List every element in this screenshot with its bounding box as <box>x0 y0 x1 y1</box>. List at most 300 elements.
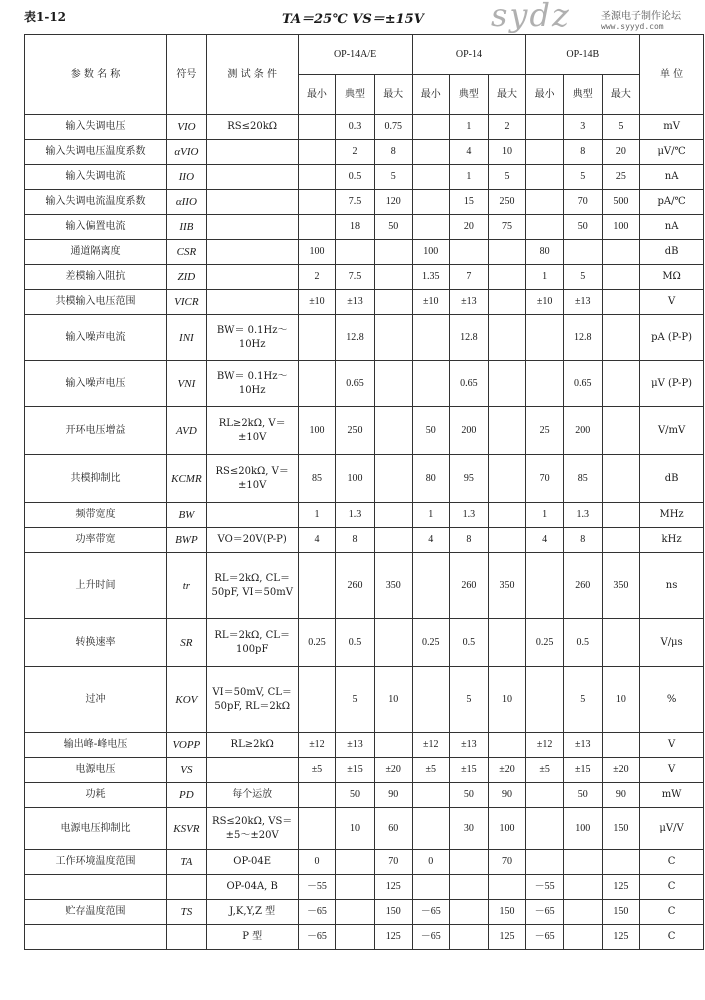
value-cell: 7.5 <box>336 190 375 215</box>
value-cell <box>526 165 564 190</box>
value-cell <box>450 900 489 925</box>
value-cell: 20 <box>602 140 640 165</box>
value-cell <box>374 407 412 455</box>
value-cell: 350 <box>602 553 640 619</box>
value-cell: 1 <box>412 503 450 528</box>
test-condition-cell: RL≥2kΩ <box>206 733 298 758</box>
value-cell <box>488 315 526 361</box>
test-condition-cell <box>206 503 298 528</box>
value-cell: 70 <box>488 850 526 875</box>
table-row <box>25 900 704 925</box>
value-cell: ±15 <box>336 758 375 783</box>
unit-cell: mV <box>640 115 704 140</box>
value-cell: 0.5 <box>336 165 375 190</box>
param-symbol: CSR <box>167 240 207 265</box>
value-cell <box>526 190 564 215</box>
value-cell: 50 <box>563 783 602 808</box>
param-symbol: VS <box>167 758 207 783</box>
param-symbol: tr <box>167 553 207 619</box>
test-condition-cell: RL≥2kΩ, V＝±10V <box>206 407 298 455</box>
value-cell: 12.8 <box>336 315 375 361</box>
value-cell: 5 <box>563 165 602 190</box>
param-name: 输入噪声电流 <box>25 315 167 361</box>
value-cell: 0 <box>298 850 336 875</box>
value-cell: 0.65 <box>563 361 602 407</box>
table-row <box>25 667 704 733</box>
value-cell: ±10 <box>298 290 336 315</box>
test-condition-cell: VI＝50mV, CL＝50pF, RL＝2kΩ <box>206 667 298 733</box>
param-symbol: VNI <box>167 361 207 407</box>
test-condition-cell: BW＝ 0.1Hz～10Hz <box>206 361 298 407</box>
value-cell: 0.25 <box>412 619 450 667</box>
value-cell <box>336 875 375 900</box>
value-cell: 250 <box>488 190 526 215</box>
value-cell: 5 <box>488 165 526 190</box>
unit-cell: V/μs <box>640 619 704 667</box>
value-cell: 10 <box>336 808 375 850</box>
value-cell: 10 <box>488 667 526 733</box>
value-cell <box>412 140 450 165</box>
value-cell: 85 <box>563 455 602 503</box>
unit-cell: C <box>640 875 704 900</box>
value-cell: 260 <box>336 553 375 619</box>
value-cell <box>602 290 640 315</box>
value-cell: ±20 <box>602 758 640 783</box>
value-cell: ±12 <box>526 733 564 758</box>
unit-cell: mW <box>640 783 704 808</box>
param-name: 贮存温度范围 <box>25 900 167 925</box>
param-symbol: BW <box>167 503 207 528</box>
header-max: 最大 <box>488 75 526 115</box>
param-name: 开环电压增益 <box>25 407 167 455</box>
value-cell <box>336 850 375 875</box>
header-max: 最大 <box>374 75 412 115</box>
test-condition-cell: J,K,Y,Z 型 <box>206 900 298 925</box>
value-cell <box>602 733 640 758</box>
value-cell: 25 <box>526 407 564 455</box>
value-cell <box>526 667 564 733</box>
value-cell <box>412 215 450 240</box>
param-name: 输入失调电压温度系数 <box>25 140 167 165</box>
value-cell: 350 <box>374 553 412 619</box>
value-cell <box>602 503 640 528</box>
value-cell: 125 <box>602 925 640 950</box>
value-cell: ±12 <box>298 733 336 758</box>
value-cell <box>412 190 450 215</box>
value-cell <box>450 850 489 875</box>
test-condition-cell: RS≤20kΩ, VS＝±5～±20V <box>206 808 298 850</box>
unit-cell: nA <box>640 165 704 190</box>
test-condition-cell: OP-04A, B <box>206 875 298 900</box>
unit-cell: C <box>640 900 704 925</box>
value-cell: 20 <box>450 215 489 240</box>
value-cell <box>298 553 336 619</box>
value-cell <box>488 265 526 290</box>
value-cell: －65 <box>526 925 564 950</box>
value-cell: 1 <box>450 115 489 140</box>
param-name: 通道隔离度 <box>25 240 167 265</box>
param-name: 共模抑制比 <box>25 455 167 503</box>
table-row <box>25 265 704 290</box>
unit-cell: ns <box>640 553 704 619</box>
header-min: 最小 <box>298 75 336 115</box>
test-condition-cell <box>206 165 298 190</box>
value-cell: 350 <box>488 553 526 619</box>
unit-cell: V <box>640 758 704 783</box>
value-cell: 10 <box>488 140 526 165</box>
value-cell <box>412 667 450 733</box>
value-cell: 75 <box>488 215 526 240</box>
value-cell <box>526 808 564 850</box>
unit-cell: pA/℃ <box>640 190 704 215</box>
header-typ: 典型 <box>336 75 375 115</box>
value-cell: 5 <box>450 667 489 733</box>
header-typ: 典型 <box>563 75 602 115</box>
param-name: 电源电压 <box>25 758 167 783</box>
value-cell: 5 <box>563 667 602 733</box>
value-cell: 125 <box>374 925 412 950</box>
value-cell <box>298 215 336 240</box>
value-cell <box>298 361 336 407</box>
value-cell: 0 <box>412 850 450 875</box>
value-cell: 8 <box>563 528 602 553</box>
value-cell <box>563 925 602 950</box>
value-cell <box>374 290 412 315</box>
table-row <box>25 925 704 950</box>
value-cell: 8 <box>450 528 489 553</box>
table-row <box>25 190 704 215</box>
value-cell: ±15 <box>450 758 489 783</box>
value-cell <box>488 528 526 553</box>
table-row <box>25 361 704 407</box>
value-cell: 1.35 <box>412 265 450 290</box>
value-cell: 5 <box>336 667 375 733</box>
test-condition-cell: RL＝2kΩ, CL＝50pF, VI＝50mV <box>206 553 298 619</box>
value-cell: 60 <box>374 808 412 850</box>
test-condition-cell: BW＝ 0.1Hz～10Hz <box>206 315 298 361</box>
value-cell <box>602 619 640 667</box>
value-cell <box>450 875 489 900</box>
value-cell: 260 <box>563 553 602 619</box>
unit-cell: V/mV <box>640 407 704 455</box>
value-cell: ±20 <box>374 758 412 783</box>
test-condition-cell: VO＝20V(P-P) <box>206 528 298 553</box>
value-cell: 25 <box>602 165 640 190</box>
value-cell: 95 <box>450 455 489 503</box>
value-cell: －65 <box>298 925 336 950</box>
unit-cell: C <box>640 925 704 950</box>
value-cell <box>488 290 526 315</box>
value-cell: 10 <box>602 667 640 733</box>
param-symbol: TS <box>167 900 207 925</box>
value-cell <box>526 361 564 407</box>
value-cell: 100 <box>602 215 640 240</box>
value-cell: 200 <box>563 407 602 455</box>
param-symbol: KSVR <box>167 808 207 850</box>
value-cell <box>412 808 450 850</box>
value-cell: 1 <box>298 503 336 528</box>
param-name: 转换速率 <box>25 619 167 667</box>
value-cell: ±5 <box>526 758 564 783</box>
value-cell <box>526 315 564 361</box>
value-cell <box>450 240 489 265</box>
value-cell: ±13 <box>563 290 602 315</box>
value-cell: 10 <box>374 667 412 733</box>
value-cell: 0.3 <box>336 115 375 140</box>
value-cell: 0.25 <box>526 619 564 667</box>
test-condition: TA＝25℃ VS＝±15V <box>282 12 424 27</box>
param-symbol: INI <box>167 315 207 361</box>
value-cell <box>374 455 412 503</box>
param-symbol <box>167 925 207 950</box>
watermark-logo: sydz <box>491 0 571 34</box>
table-row <box>25 783 704 808</box>
table-row <box>25 407 704 455</box>
header-group-op14: OP-14 <box>412 35 526 75</box>
value-cell: 150 <box>488 900 526 925</box>
value-cell <box>374 619 412 667</box>
value-cell <box>488 361 526 407</box>
value-cell: ±13 <box>336 733 375 758</box>
unit-cell: C <box>640 850 704 875</box>
value-cell <box>336 900 375 925</box>
value-cell <box>488 455 526 503</box>
header-conditions: 测 试 条 件 <box>206 35 298 115</box>
value-cell: －65 <box>526 900 564 925</box>
value-cell: 5 <box>374 165 412 190</box>
value-cell: 0.75 <box>374 115 412 140</box>
unit-cell: V <box>640 733 704 758</box>
value-cell <box>298 667 336 733</box>
value-cell: 8 <box>336 528 375 553</box>
table-row <box>25 140 704 165</box>
value-cell: 50 <box>450 783 489 808</box>
param-symbol: ZID <box>167 265 207 290</box>
param-symbol: KCMR <box>167 455 207 503</box>
header-group-op14b: OP-14B <box>526 35 640 75</box>
test-condition-cell <box>206 215 298 240</box>
value-cell <box>374 265 412 290</box>
unit-cell: % <box>640 667 704 733</box>
value-cell: 0.5 <box>336 619 375 667</box>
value-cell: ±20 <box>488 758 526 783</box>
test-condition-cell <box>206 265 298 290</box>
unit-cell: MΩ <box>640 265 704 290</box>
table-caption: 表1-12 <box>24 10 67 24</box>
unit-cell: dB <box>640 240 704 265</box>
value-cell: 100 <box>298 240 336 265</box>
value-cell: 125 <box>602 875 640 900</box>
param-symbol: AVD <box>167 407 207 455</box>
value-cell: ±13 <box>336 290 375 315</box>
header-typ: 典型 <box>450 75 489 115</box>
value-cell: ±12 <box>412 733 450 758</box>
unit-cell: dB <box>640 455 704 503</box>
test-condition-cell: RS≤20kΩ <box>206 115 298 140</box>
test-condition-cell: RL＝2kΩ, CL＝100pF <box>206 619 298 667</box>
param-name: 输入失调电压 <box>25 115 167 140</box>
value-cell: 7 <box>450 265 489 290</box>
value-cell: 125 <box>374 875 412 900</box>
table-row <box>25 455 704 503</box>
value-cell <box>298 165 336 190</box>
header-unit: 单 位 <box>640 35 704 115</box>
value-cell: 100 <box>412 240 450 265</box>
header-param: 参 数 名 称 <box>25 35 167 115</box>
value-cell <box>412 165 450 190</box>
value-cell: 0.65 <box>450 361 489 407</box>
unit-cell: nA <box>640 215 704 240</box>
value-cell: 500 <box>602 190 640 215</box>
value-cell: 1 <box>526 265 564 290</box>
value-cell <box>526 115 564 140</box>
value-cell: 18 <box>336 215 375 240</box>
value-cell: 1.3 <box>336 503 375 528</box>
value-cell <box>526 783 564 808</box>
param-name: 过冲 <box>25 667 167 733</box>
value-cell: 15 <box>450 190 489 215</box>
value-cell <box>602 850 640 875</box>
param-name <box>25 875 167 900</box>
value-cell <box>298 783 336 808</box>
value-cell: 100 <box>298 407 336 455</box>
watermark-name: 圣源电子制作论坛 <box>601 11 681 22</box>
value-cell: 80 <box>412 455 450 503</box>
value-cell: ±13 <box>563 733 602 758</box>
value-cell: 150 <box>602 900 640 925</box>
param-name: 输入噪声电压 <box>25 361 167 407</box>
value-cell: 50 <box>412 407 450 455</box>
value-cell <box>488 875 526 900</box>
value-cell <box>488 240 526 265</box>
value-cell <box>374 361 412 407</box>
value-cell <box>602 315 640 361</box>
value-cell <box>412 315 450 361</box>
value-cell <box>526 553 564 619</box>
value-cell <box>374 240 412 265</box>
value-cell: 5 <box>563 265 602 290</box>
value-cell <box>336 240 375 265</box>
unit-cell: pA (P-P) <box>640 315 704 361</box>
test-condition-cell: P 型 <box>206 925 298 950</box>
value-cell: 90 <box>374 783 412 808</box>
value-cell <box>602 407 640 455</box>
table-row <box>25 758 704 783</box>
value-cell: ±10 <box>526 290 564 315</box>
table-row <box>25 315 704 361</box>
value-cell: 0.25 <box>298 619 336 667</box>
param-symbol <box>167 875 207 900</box>
header-group-op14ae: OP-14A/E <box>298 35 412 75</box>
value-cell <box>298 315 336 361</box>
value-cell: 120 <box>374 190 412 215</box>
param-name: 差模输入阻抗 <box>25 265 167 290</box>
unit-cell: μV/V <box>640 808 704 850</box>
param-symbol: TA <box>167 850 207 875</box>
value-cell: 1.3 <box>563 503 602 528</box>
unit-cell: μV (P-P) <box>640 361 704 407</box>
test-condition-cell: OP-04E <box>206 850 298 875</box>
value-cell: 0.5 <box>563 619 602 667</box>
param-symbol: VOPP <box>167 733 207 758</box>
value-cell <box>526 850 564 875</box>
param-symbol: IIB <box>167 215 207 240</box>
table-row <box>25 115 704 140</box>
value-cell <box>412 875 450 900</box>
test-condition-cell <box>206 290 298 315</box>
value-cell <box>298 190 336 215</box>
value-cell <box>602 361 640 407</box>
param-symbol: SR <box>167 619 207 667</box>
value-cell: 2 <box>298 265 336 290</box>
value-cell <box>374 503 412 528</box>
value-cell <box>526 215 564 240</box>
param-name: 输入偏置电流 <box>25 215 167 240</box>
param-symbol: αIIO <box>167 190 207 215</box>
value-cell: 80 <box>526 240 564 265</box>
param-name: 频带宽度 <box>25 503 167 528</box>
value-cell <box>563 240 602 265</box>
value-cell <box>298 808 336 850</box>
table-row <box>25 619 704 667</box>
value-cell: ±13 <box>450 290 489 315</box>
value-cell: 1 <box>526 503 564 528</box>
param-symbol: IIO <box>167 165 207 190</box>
value-cell <box>336 925 375 950</box>
value-cell <box>602 455 640 503</box>
value-cell: ±13 <box>450 733 489 758</box>
param-name: 输入失调电流温度系数 <box>25 190 167 215</box>
watermark-url: www.syyyd.com <box>601 22 664 31</box>
value-cell: 200 <box>450 407 489 455</box>
value-cell <box>412 553 450 619</box>
header-min: 最小 <box>412 75 450 115</box>
value-cell: ±5 <box>412 758 450 783</box>
value-cell: 70 <box>526 455 564 503</box>
value-cell <box>488 619 526 667</box>
param-symbol: PD <box>167 783 207 808</box>
value-cell: ±5 <box>298 758 336 783</box>
value-cell: 0.5 <box>450 619 489 667</box>
table-row <box>25 808 704 850</box>
test-condition-cell: 每个运放 <box>206 783 298 808</box>
param-name: 上升时间 <box>25 553 167 619</box>
value-cell <box>563 850 602 875</box>
table-row <box>25 290 704 315</box>
table-row <box>25 165 704 190</box>
table-row <box>25 553 704 619</box>
value-cell <box>488 407 526 455</box>
table-row <box>25 850 704 875</box>
value-cell <box>526 140 564 165</box>
param-name: 输入失调电流 <box>25 165 167 190</box>
value-cell: 85 <box>298 455 336 503</box>
value-cell: 125 <box>488 925 526 950</box>
value-cell: 90 <box>602 783 640 808</box>
value-cell: 12.8 <box>450 315 489 361</box>
table-row <box>25 528 704 553</box>
value-cell <box>563 900 602 925</box>
value-cell: ±15 <box>563 758 602 783</box>
param-name: 输出峰-峰电压 <box>25 733 167 758</box>
value-cell: 50 <box>374 215 412 240</box>
unit-cell: kHz <box>640 528 704 553</box>
value-cell: ±10 <box>412 290 450 315</box>
value-cell: 4 <box>298 528 336 553</box>
header-max: 最大 <box>602 75 640 115</box>
table-row <box>25 733 704 758</box>
value-cell: 260 <box>450 553 489 619</box>
